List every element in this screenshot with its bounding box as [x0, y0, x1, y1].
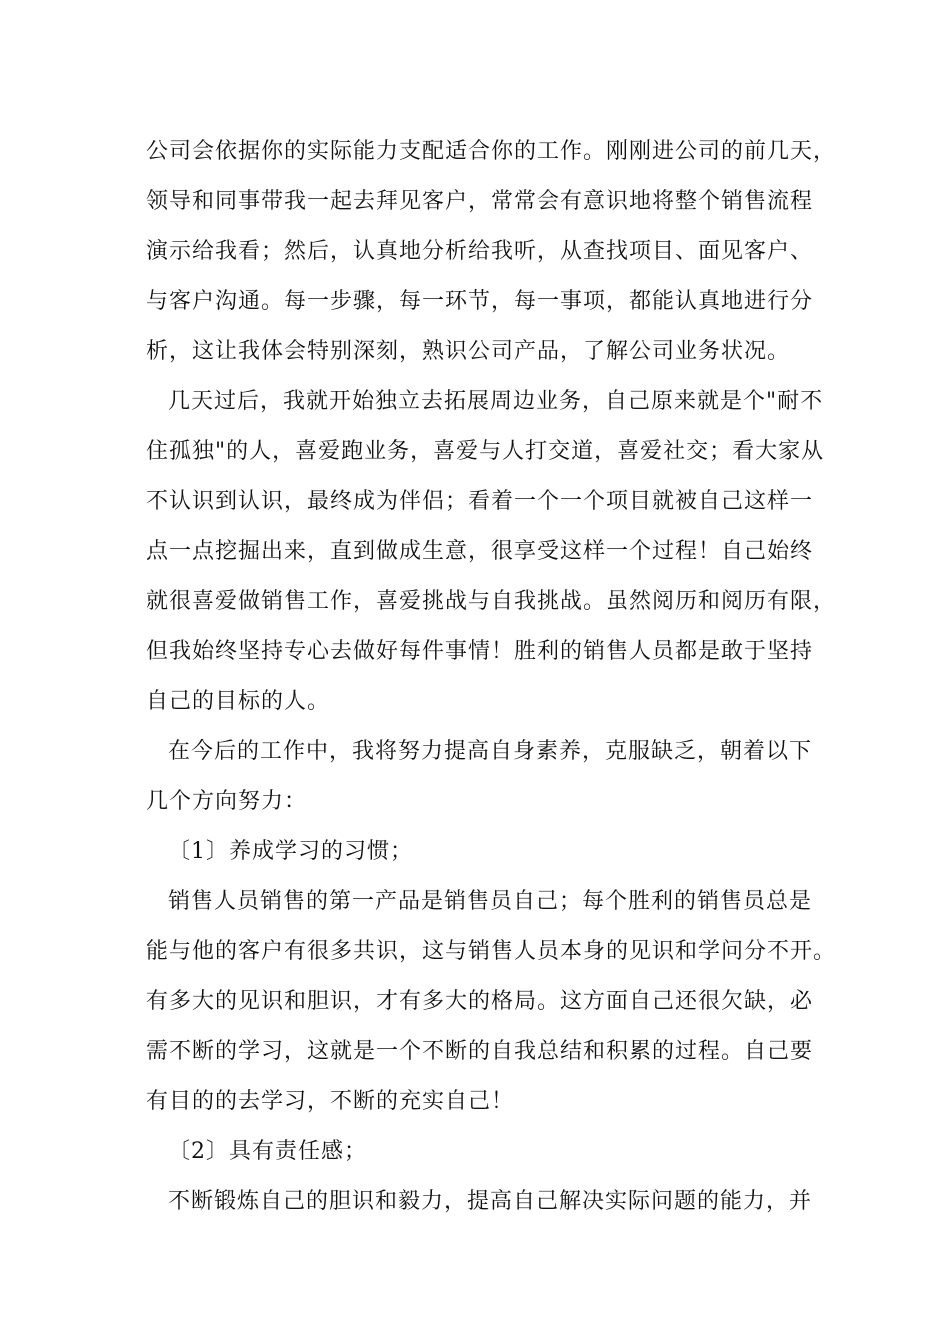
section-heading: 〔1〕养成学习的习惯；: [168, 839, 413, 864]
text-line: 点一点挖掘出来，直到做成生意，很享受这样一个过程！自己始终: [146, 539, 814, 564]
text-line: 领导和同事带我一起去拜见客户，常常会有意识地将整个销售流程: [146, 189, 814, 214]
text-line: 住孤独"的人，喜爱跑业务，喜爱与人打交道，喜爱社交；看大家从: [146, 439, 825, 464]
text-line: 公司会依据你的实际能力支配适合你的工作。刚刚进公司的前几天，: [146, 139, 837, 164]
text-line: 几天过后，我就开始独立去拓展周边业务，自己原来就是个"耐不: [168, 389, 824, 414]
text-line: 不断锻炼自己的胆识和毅力，提高自己解决实际问题的能力，并: [168, 1189, 813, 1214]
text-line: 就很喜爱做销售工作，喜爱挑战与自我挑战。虽然阅历和阅历有限，: [146, 589, 837, 614]
text-line: 在今后的工作中，我将努力提高自身素养，克服缺乏，朝着以下: [168, 739, 813, 764]
text-line: 自己的目标的人。: [146, 689, 331, 714]
text-line: 需不断的学习，这就是一个不断的自我总结和积累的过程。自己要: [146, 1039, 814, 1064]
text-line: 几个方向努力：: [146, 789, 308, 814]
text-line: 但我始终坚持专心去做好每件事情！胜利的销售人员都是敢于坚持: [146, 639, 814, 664]
section-heading: 〔2〕具有责任感；: [168, 1139, 367, 1164]
text-line: 销售人员销售的第一产品是销售员自己；每个胜利的销售员总是: [168, 889, 813, 914]
text-line: 不认识到认识，最终成为伴侣；看着一个一个项目就被自己这样一: [146, 489, 814, 514]
text-line: 有多大的见识和胆识，才有多大的格局。这方面自己还很欠缺，必: [146, 989, 814, 1014]
text-line: 演示给我看；然后，认真地分析给我听，从查找项目、面见客户、: [146, 239, 814, 264]
text-line: 能与他的客户有很多共识，这与销售人员本身的见识和学问分不开。: [146, 939, 837, 964]
text-line: 与客户沟通。每一步骤，每一环节，每一事项，都能认真地进行分: [146, 289, 814, 314]
text-line: 析，这让我体会特别深刻，熟识公司产品，了解公司业务状况。: [146, 339, 791, 364]
text-line: 有目的的去学习，不断的充实自己！: [146, 1089, 515, 1114]
